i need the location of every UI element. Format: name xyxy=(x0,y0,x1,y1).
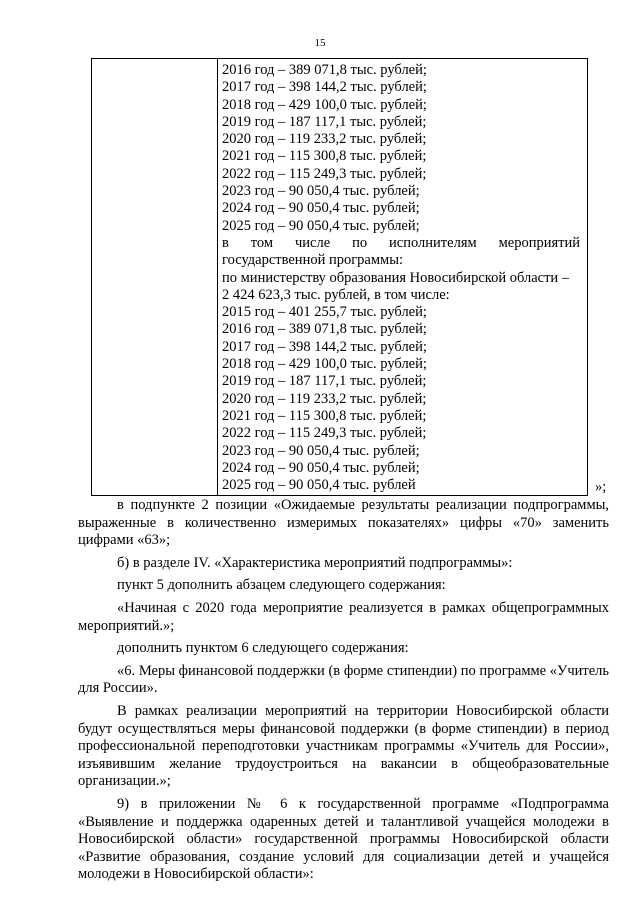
funding-line: 2015 год – 401 255,7 тыс. рублей; xyxy=(222,304,427,321)
funding-line: 2025 год – 90 050,4 тыс. рублей; xyxy=(222,217,420,234)
ministry-total-line: 2 424 623,3 тыс. рублей, в том числе: xyxy=(222,286,450,303)
funding-line: 2020 год – 119 233,2 тыс. рублей; xyxy=(222,390,427,407)
funding-line: 2023 год – 90 050,4 тыс. рублей; xyxy=(222,442,420,459)
paragraph: «6. Меры финансовой поддержки (в форме стипендии) по программе «Учитель для России». xyxy=(78,662,609,697)
table-closing-quote: »; xyxy=(595,479,607,495)
funding-line: 2019 год – 187 117,1 тыс. рублей; xyxy=(222,373,427,390)
funding-line: 2023 год – 90 050,4 тыс. рублей; xyxy=(222,183,420,200)
funding-line: 2017 год – 398 144,2 тыс. рублей; xyxy=(222,338,427,355)
funding-line: 2018 год – 429 100,0 тыс. рублей; xyxy=(222,356,427,373)
paragraph: 9) в приложении № 6 к государственной программе «Подпрограмма «Выявление и поддержка одаренных детей и талантливой учащейся молодежи в Новосибирской области» государственной программы Новосибирской области «Развитие образования, создание условий для социализации детей и учащейся молодежи в Новосибирской области»: xyxy=(78,795,609,883)
funding-line: 2019 год – 187 117,1 тыс. рублей; xyxy=(222,113,427,130)
paragraph: пункт 5 дополнить абзацем следующего содержания: xyxy=(117,577,446,594)
funding-line: 2016 год – 389 071,8 тыс. рублей; xyxy=(222,321,427,338)
funding-line: 2021 год – 115 300,8 тыс. рублей; xyxy=(222,148,427,165)
funding-line: 2021 год – 115 300,8 тыс. рублей; xyxy=(222,407,427,424)
paragraph: б) в разделе IV. «Характеристика мероприятий подпрограммы»: xyxy=(117,554,513,571)
paragraph: В рамках реализации мероприятий на территории Новосибирской области будут осуществляться меры финансовой поддержки (в форме стипендии) в период профессиональной переподготовки участникам программы «Учитель для России», изъявившим желание трудоустроиться на вакансии в общеобразовательные организации.»; xyxy=(78,702,609,790)
executors-heading-line: государственной программы: xyxy=(222,252,403,269)
funding-line: 2024 год – 90 050,4 тыс. рублей; xyxy=(222,200,420,217)
funding-line: 2016 год – 389 071,8 тыс. рублей; xyxy=(222,62,427,78)
funding-line: 2017 год – 398 144,2 тыс. рублей; xyxy=(222,79,427,96)
paragraph: «Начиная с 2020 года мероприятие реализуется в рамках общепрограммных мероприятий.»; xyxy=(78,599,609,634)
funding-line: 2020 год – 119 233,2 тыс. рублей; xyxy=(222,131,427,148)
funding-line: 2022 год – 115 249,3 тыс. рублей; xyxy=(222,165,427,182)
funding-line: 2024 год – 90 050,4 тыс. рублей; xyxy=(222,459,420,476)
document-body xyxy=(78,497,609,884)
ministry-line: по министерству образования Новосибирской области – xyxy=(222,269,570,286)
funding-line: 2025 год – 90 050,4 тыс. рублей xyxy=(222,477,416,494)
funding-line: 2018 год – 429 100,0 тыс. рублей; xyxy=(222,96,427,113)
paragraph: дополнить пунктом 6 следующего содержания: xyxy=(117,640,409,657)
table-column-divider xyxy=(217,59,218,495)
funding-line: 2022 год – 115 249,3 тыс. рублей; xyxy=(222,425,427,442)
paragraph: в подпункте 2 позиции «Ожидаемые результаты реализации подпрограммы, выраженные в количественно измеримых показателях» цифры «70» заменить цифрами «63»; xyxy=(78,497,609,549)
funding-amounts-cell xyxy=(222,62,580,494)
funding-table xyxy=(91,58,588,496)
executors-heading-line: в том числе по исполнителям мероприятий xyxy=(222,234,580,251)
page-number: 15 xyxy=(314,37,326,49)
